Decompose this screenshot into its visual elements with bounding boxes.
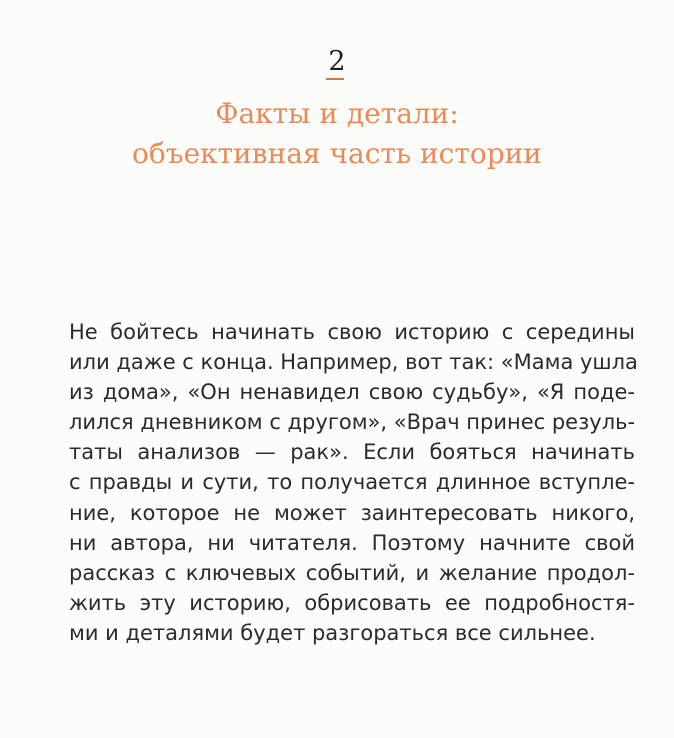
chapter-number-underline <box>326 78 344 80</box>
body-line-11: ми и деталями будет разгораться все сильнее. <box>69 620 596 645</box>
body-line-4: лился дневником с другом», «Врач принес резуль- <box>69 410 636 435</box>
body-paragraph <box>69 317 638 648</box>
body-line-8: ни автора, ни читателя. Поэтому начните свой <box>69 530 635 555</box>
body-line-7: ние, которое не может заинтересовать никого, <box>69 500 635 525</box>
body-line-6: с правды и сути, то получается длинное вступле- <box>69 470 635 495</box>
chapter-title <box>0 94 674 174</box>
body-line-2: или даже с конца. Например, вот так: «Мама ушла <box>69 350 638 375</box>
body-line-5: таты анализов — рак». Если бояться начинать <box>69 440 635 465</box>
chapter-number: 2 <box>328 46 346 77</box>
body-line-1: Не бойтесь начинать свою историю с середины <box>69 320 635 344</box>
body-line-3: из дома», «Он ненавидел свою судьбу», «Я поде- <box>69 380 635 405</box>
body-line-10: жить эту историю, обрисовать ее подробностя- <box>69 590 635 615</box>
body-line-9: рассказ с ключевых событий, и желание продол- <box>69 560 635 585</box>
chapter-title-line-1: Факты и детали: <box>215 97 459 130</box>
chapter-title-line-2: объективная часть истории <box>132 137 542 170</box>
